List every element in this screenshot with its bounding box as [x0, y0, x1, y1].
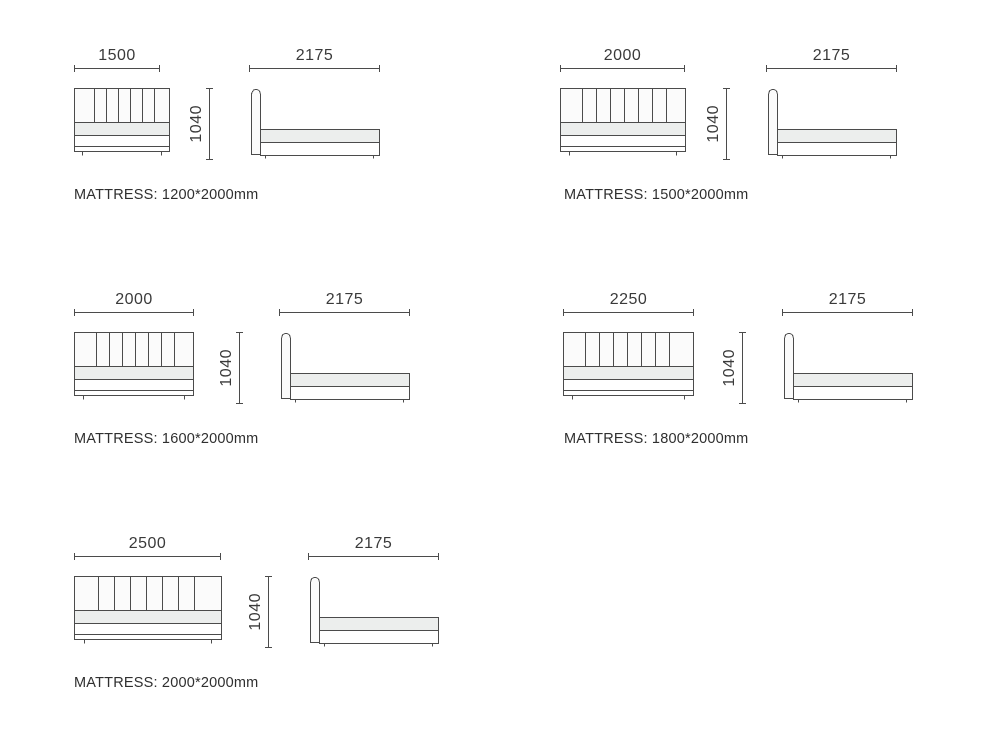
dimension-rule: [249, 68, 380, 69]
mattress-caption: MATTRESS: 1600*2000mm: [74, 431, 259, 447]
height-dimension: [218, 332, 240, 404]
width-dimension-value: 2000: [603, 47, 642, 64]
bed-side-view: [766, 88, 898, 160]
depth-dimension-value: 2175: [812, 47, 851, 64]
bed-front-view: [563, 332, 694, 404]
height-dimension: [247, 576, 269, 648]
height-dimension-value: 1040: [721, 349, 738, 387]
width-dimension-value: 2500: [128, 535, 167, 552]
depth-dimension: [782, 290, 913, 313]
width-dimension-value: 2000: [115, 291, 153, 308]
bed-front-view: [74, 576, 222, 648]
depth-dimension-value: 2175: [295, 47, 334, 64]
width-dimension: [563, 290, 694, 313]
mattress-caption: MATTRESS: 1200*2000mm: [74, 187, 259, 203]
height-dimension-value: 1040: [705, 105, 722, 143]
dimension-rule: [560, 68, 685, 69]
mattress-caption: MATTRESS: 2000*2000mm: [74, 675, 259, 691]
dimension-rule: [74, 312, 194, 313]
dimension-rule-vertical: [726, 88, 727, 160]
bed-front-view: [74, 88, 170, 160]
depth-dimension: [766, 46, 897, 69]
width-dimension: [74, 534, 221, 557]
dimension-rule: [782, 312, 913, 313]
width-dimension-value: 2250: [609, 291, 648, 308]
height-dimension: [188, 88, 210, 160]
dimension-rule: [308, 556, 439, 557]
depth-dimension: [279, 290, 410, 313]
bed-side-view: [308, 576, 440, 648]
width-dimension-value: 1500: [98, 47, 136, 64]
mattress-caption: MATTRESS: 1500*2000mm: [564, 187, 749, 203]
mattress-caption: MATTRESS: 1800*2000mm: [564, 431, 749, 447]
dimension-rule-vertical: [239, 332, 240, 404]
dimension-rule: [74, 68, 160, 69]
dimension-rule: [766, 68, 897, 69]
dimension-rule-vertical: [742, 332, 743, 404]
bed-side-view: [279, 332, 411, 404]
dimension-rule-vertical: [268, 576, 269, 648]
bed-front-view: [74, 332, 194, 404]
width-dimension: [74, 46, 160, 69]
dimension-rule: [563, 312, 694, 313]
height-dimension: [705, 88, 727, 160]
height-dimension-value: 1040: [247, 593, 264, 631]
dimension-rule: [74, 556, 221, 557]
dimension-rule-vertical: [209, 88, 210, 160]
bed-side-view: [782, 332, 914, 404]
width-dimension: [74, 290, 194, 313]
height-dimension-value: 1040: [218, 349, 235, 387]
depth-dimension-value: 2175: [828, 291, 867, 308]
height-dimension-value: 1040: [188, 105, 205, 143]
height-dimension: [721, 332, 743, 404]
depth-dimension: [308, 534, 439, 557]
dimension-rule: [279, 312, 410, 313]
depth-dimension-value: 2175: [325, 291, 364, 308]
depth-dimension-value: 2175: [354, 535, 393, 552]
width-dimension: [560, 46, 685, 69]
bed-side-view: [249, 88, 381, 160]
bed-front-view: [560, 88, 686, 160]
depth-dimension: [249, 46, 380, 69]
